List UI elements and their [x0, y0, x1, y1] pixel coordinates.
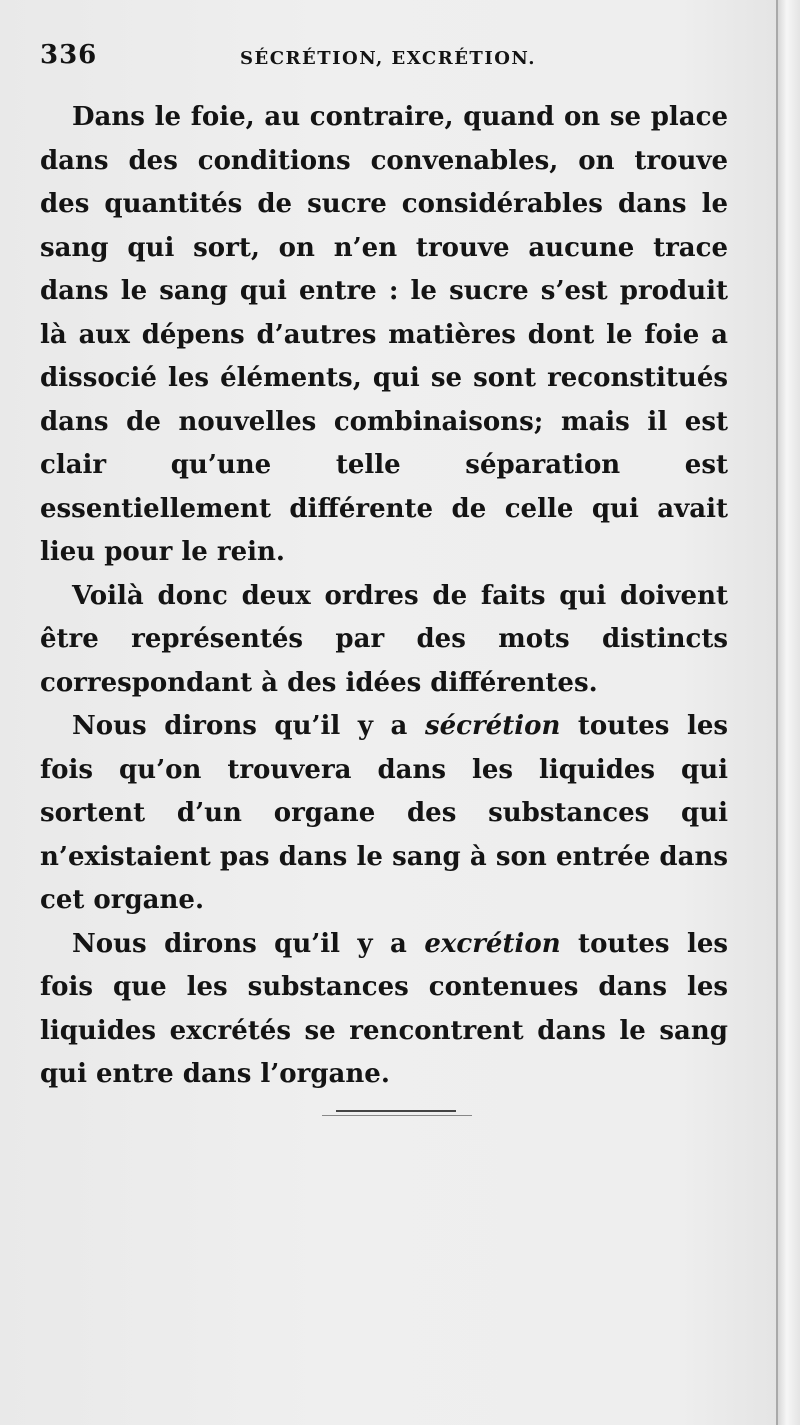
running-head — [40, 40, 740, 80]
paragraph-3 — [40, 705, 728, 923]
paragraph-4 — [40, 923, 728, 1097]
paragraph-2: Voilà donc deux ordres de faits qui doivent être représentés par des mots distincts correspondant à des idées différentes. — [40, 580, 728, 698]
page-gutter — [776, 0, 800, 1425]
paragraph-3-start: Nous dirons qu’il y a — [72, 711, 425, 741]
term-excretion: excrétion — [424, 928, 561, 959]
section-rule-thin — [322, 1115, 472, 1116]
section-rule — [336, 1110, 456, 1112]
term-secretion: sécrétion — [424, 711, 561, 741]
paragraph-3-end: toutes les fois qu’on trouvera dans les liquides qui sortent d’un organe des substances qui n’existaient pas dans le sang à son entrée dans cet organe. — [40, 711, 728, 915]
body-text — [40, 96, 728, 1097]
running-title: SÉCRÉTION, EXCRÉTION. — [240, 48, 536, 69]
page-number: 336 — [40, 40, 98, 70]
paragraph-4-start: Nous dirons qu’il y a — [72, 928, 425, 959]
paragraph-1: Dans le foie, au contraire, quand on se place dans des conditions convenables, on trouve des quantités de sucre considérables dans le sang qui sort, on n’en trouve aucune trace dans le sang qui entre : le sucre s’est produit là aux dépens d’autres matières dont le foie a dissocié les éléments, qui se sont reconstitués dans de nouvelles combinaisons; mais il est clair qu’une telle séparation est essentiellement différente de celle qui avait lieu pour le rein. — [40, 102, 728, 567]
paragraph-4-end: toutes les fois que les substances contenues dans les liquides excrétés se rencontrent dans le sang qui entre dans l’organe. — [40, 928, 728, 1089]
